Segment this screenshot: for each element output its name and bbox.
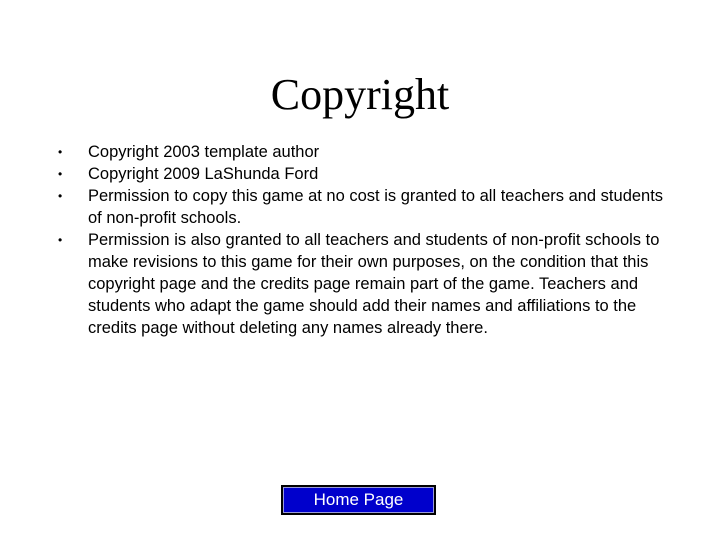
slide-title: Copyright — [270, 70, 450, 119]
bullet-item-copy-permission — [58, 185, 668, 229]
bullet-text: Permission is also granted to all teachers and students of non-profit schools to make revisions to this game for their own purposes, on the condition that this copyright page and the credits page remain part of the game. Teachers and students who adapt the game should add their names and affiliations to the credits page without deleting any names already there. — [88, 231, 660, 337]
bullet-dot-icon: • — [58, 167, 63, 181]
bullet-text: Copyright 2009 LaShunda Ford — [88, 165, 319, 183]
bullet-dot-icon: • — [58, 233, 63, 247]
bullet-item-template-copyright — [58, 141, 668, 163]
bullet-item-author-copyright — [58, 163, 668, 185]
copyright-bullet-list — [58, 141, 668, 339]
bullet-dot-icon: • — [58, 145, 63, 159]
bullet-text: Permission to copy this game at no cost is granted to all teachers and students of non-profit schools. — [88, 187, 664, 227]
bullet-dot-icon: • — [58, 189, 63, 203]
home-page-button[interactable]: Home Page — [281, 485, 436, 515]
bullet-item-revision-permission — [58, 229, 668, 339]
bullet-text: Copyright 2003 template author — [88, 143, 320, 161]
